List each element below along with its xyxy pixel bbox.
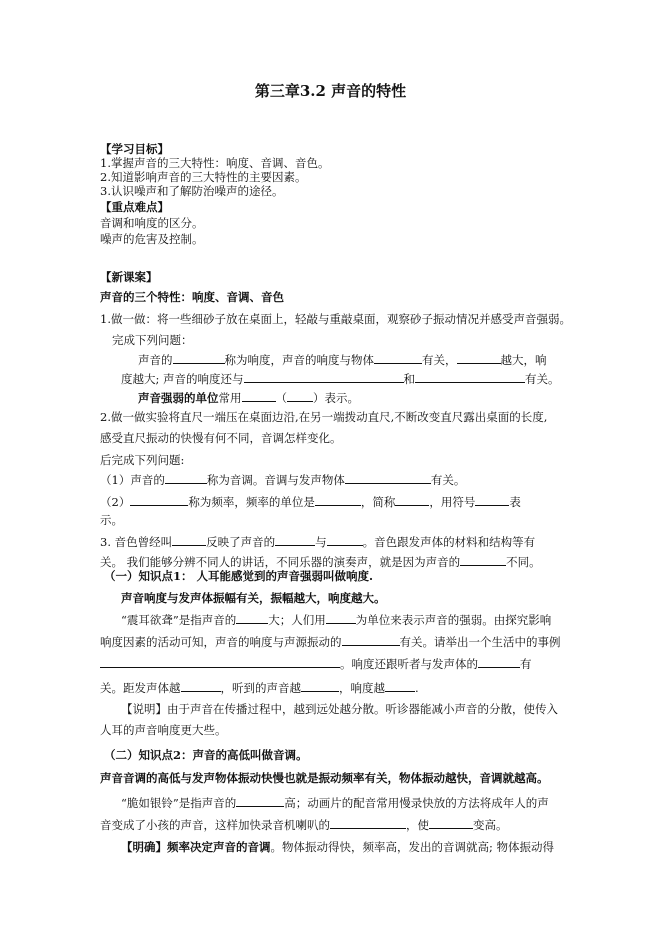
answer-blank <box>172 534 206 546</box>
answer-blank <box>287 390 313 402</box>
text: 和 <box>403 372 416 386</box>
text: 有关。请举出一个生活中的事例 <box>399 635 561 649</box>
knowledge-point1-line <box>100 680 419 695</box>
activity1-line: 1.做一做：将一些细砂子放在桌面上，轻敲与重敲桌面，观察砂子振动情况并感受声音强弱。 <box>100 312 571 326</box>
new-lesson-heading: 【新课案】 <box>100 270 158 284</box>
answer-blank <box>475 494 509 506</box>
text: 越大，响 <box>500 353 547 367</box>
text: . <box>415 681 419 695</box>
text: ）表示。 <box>313 391 359 405</box>
answer-blank <box>385 680 415 692</box>
answer-blank <box>181 680 221 692</box>
text: 3. 音色曾经叫 <box>100 535 173 549</box>
text: 关。 我们能够分辨不同人的讲话，不同乐器的演奏声，就是因为声音的 <box>100 555 461 569</box>
activity1-fill-line <box>138 390 359 405</box>
knowledge-point1-line <box>100 634 561 649</box>
text: ，使 <box>406 818 429 832</box>
text: 称为音调。音调与发声物体 <box>206 473 345 487</box>
text: 高；动画片的配音常用慢录快放的方法将成年人的声 <box>284 796 549 810</box>
answer-blank <box>275 534 315 546</box>
knowledge-point2-statement: 声音音调的高低与发声物体振动快慢也就是振动频率有关，物体振动越快，音调就越高。 <box>100 771 549 785</box>
activity2-fill-line <box>100 472 465 487</box>
knowledge-point2-heading: （二）知识点2：声音的高低叫做音调。 <box>104 748 308 762</box>
text: 为单位来表示声音的强弱。由探究影响 <box>355 613 552 627</box>
answer-blank <box>415 371 525 383</box>
knowledge-point1-note: 【说明】由于声音在传播过程中，越到远处越分散。听诊器能减小声音的分散，使传入 <box>121 702 558 716</box>
text: 【明确】 <box>121 840 167 854</box>
text: 称为频率，频率的单位是 <box>188 495 315 509</box>
text: 反映了声音的 <box>206 535 276 549</box>
knowledge-point2-line <box>100 817 508 832</box>
answer-blank <box>301 680 339 692</box>
text: 有关， <box>422 353 457 367</box>
keypoint-item: 音调和响度的区分。 <box>100 216 204 230</box>
answer-blank <box>326 612 356 624</box>
answer-blank <box>460 554 506 566</box>
objective-item: 2.知道影响声音的三大特性的主要因素。 <box>100 170 307 184</box>
answer-blank <box>236 612 268 624</box>
text: 与 <box>315 535 327 549</box>
text: 有 <box>520 657 532 671</box>
answer-blank <box>244 371 404 383</box>
text: “脆如银铃”是指声音的 <box>121 796 237 810</box>
text: 声音强弱的单位 <box>138 391 219 405</box>
text: ，用符号 <box>429 495 476 509</box>
answer-blank <box>457 352 501 364</box>
activity1-fill-line <box>121 371 560 386</box>
text: 频率决定声音的音调 <box>167 840 271 854</box>
text: 大；人们用 <box>268 613 326 627</box>
answer-blank <box>130 494 188 506</box>
answer-blank <box>100 656 340 668</box>
knowledge-point1-note: 人耳的声音响度更大些。 <box>100 723 227 737</box>
objective-item: 1.掌握声音的三大特性：响度、音调、音色。 <box>100 156 330 170</box>
text: 声音的 <box>138 353 173 367</box>
activity3-fill-line <box>100 554 541 569</box>
text: 关。距发声体越 <box>100 681 181 695</box>
text: 度越大; 声音的响度还与 <box>121 372 244 386</box>
answer-blank <box>327 534 363 546</box>
objective-item: 3.认识噪声和了解防治噪声的途径。 <box>100 184 284 198</box>
activity2-line: 示。 <box>100 513 123 527</box>
knowledge-point1-statement: 声音响度与发声体振幅有关，振幅越大，响度越大。 <box>121 591 386 605</box>
answer-blank <box>478 656 520 668</box>
text: 。音色跟发声体的材料和结构等有 <box>362 535 536 549</box>
activity2-fill-line <box>100 494 521 509</box>
answer-blank <box>429 817 473 829</box>
knowledge-point2-line <box>121 840 554 854</box>
knowledge-point1-line <box>100 656 532 671</box>
text: 音变成了小孩的声音，这样加快录音机喇叭的 <box>100 818 330 832</box>
keypoints-heading: 【重点难点】 <box>100 200 169 214</box>
keypoint-item: 噪声的危害及控制。 <box>100 232 204 246</box>
answer-blank <box>315 494 361 506</box>
text: ，响度越 <box>339 681 385 695</box>
activity2-line: 2.做一做实验将直尺一端压在桌面边沿,在另一端拨动直尺,不断改变直尺露出桌面的长度, <box>100 410 548 424</box>
knowledge-point2-line <box>121 795 549 810</box>
text: 。物体振动得快，频率高，发出的音调就高; 物体振动得 <box>270 840 555 854</box>
text: 响度因素的活动可知，声音的响度与声源振动的 <box>100 635 342 649</box>
text: 常用 <box>218 391 242 405</box>
text: （2） <box>100 495 131 509</box>
text: “震耳欲聋”是指声音的 <box>121 613 237 627</box>
activity3-fill-line <box>100 534 535 549</box>
text: ，简称 <box>360 495 396 509</box>
page-title: 第三章3.2 声音的特性 <box>254 82 407 100</box>
objectives-heading: 【学习目标】 <box>100 142 169 156</box>
text: 表 <box>509 495 521 509</box>
answer-blank <box>345 472 431 484</box>
activity2-line: 后完成下列问题: <box>100 453 185 467</box>
text: 变高。 <box>473 818 508 832</box>
text: ，听到的声音越 <box>220 681 301 695</box>
knowledge-point1-line <box>121 612 551 627</box>
knowledge-point1-heading: （一）知识点1： 人耳能感觉到的声音强弱叫做响度. <box>104 569 374 583</box>
text: 称为响度，声音的响度与物体 <box>224 353 374 367</box>
answer-blank <box>342 634 400 646</box>
answer-blank <box>173 352 225 364</box>
answer-blank <box>236 795 284 807</box>
answer-blank <box>165 472 207 484</box>
text: （1）声音的 <box>100 473 165 487</box>
activity2-line: 感受直尺振动的快慢有何不同，音调怎样变化。 <box>100 431 342 445</box>
text: 。响度还跟听者与发声体的 <box>340 657 478 671</box>
text: 不同。 <box>506 555 541 569</box>
answer-blank <box>374 352 422 364</box>
activity1-line: 完成下列问题： <box>112 333 193 347</box>
answer-blank <box>330 817 406 829</box>
answer-blank <box>242 390 276 402</box>
text: 有关。 <box>430 473 466 487</box>
activity1-fill-line <box>138 352 547 367</box>
text: （ <box>275 391 287 405</box>
answer-blank <box>395 494 429 506</box>
text: 有关。 <box>525 372 560 386</box>
section-subheading: 声音的三个特性：响度、音调、音色 <box>100 290 284 304</box>
